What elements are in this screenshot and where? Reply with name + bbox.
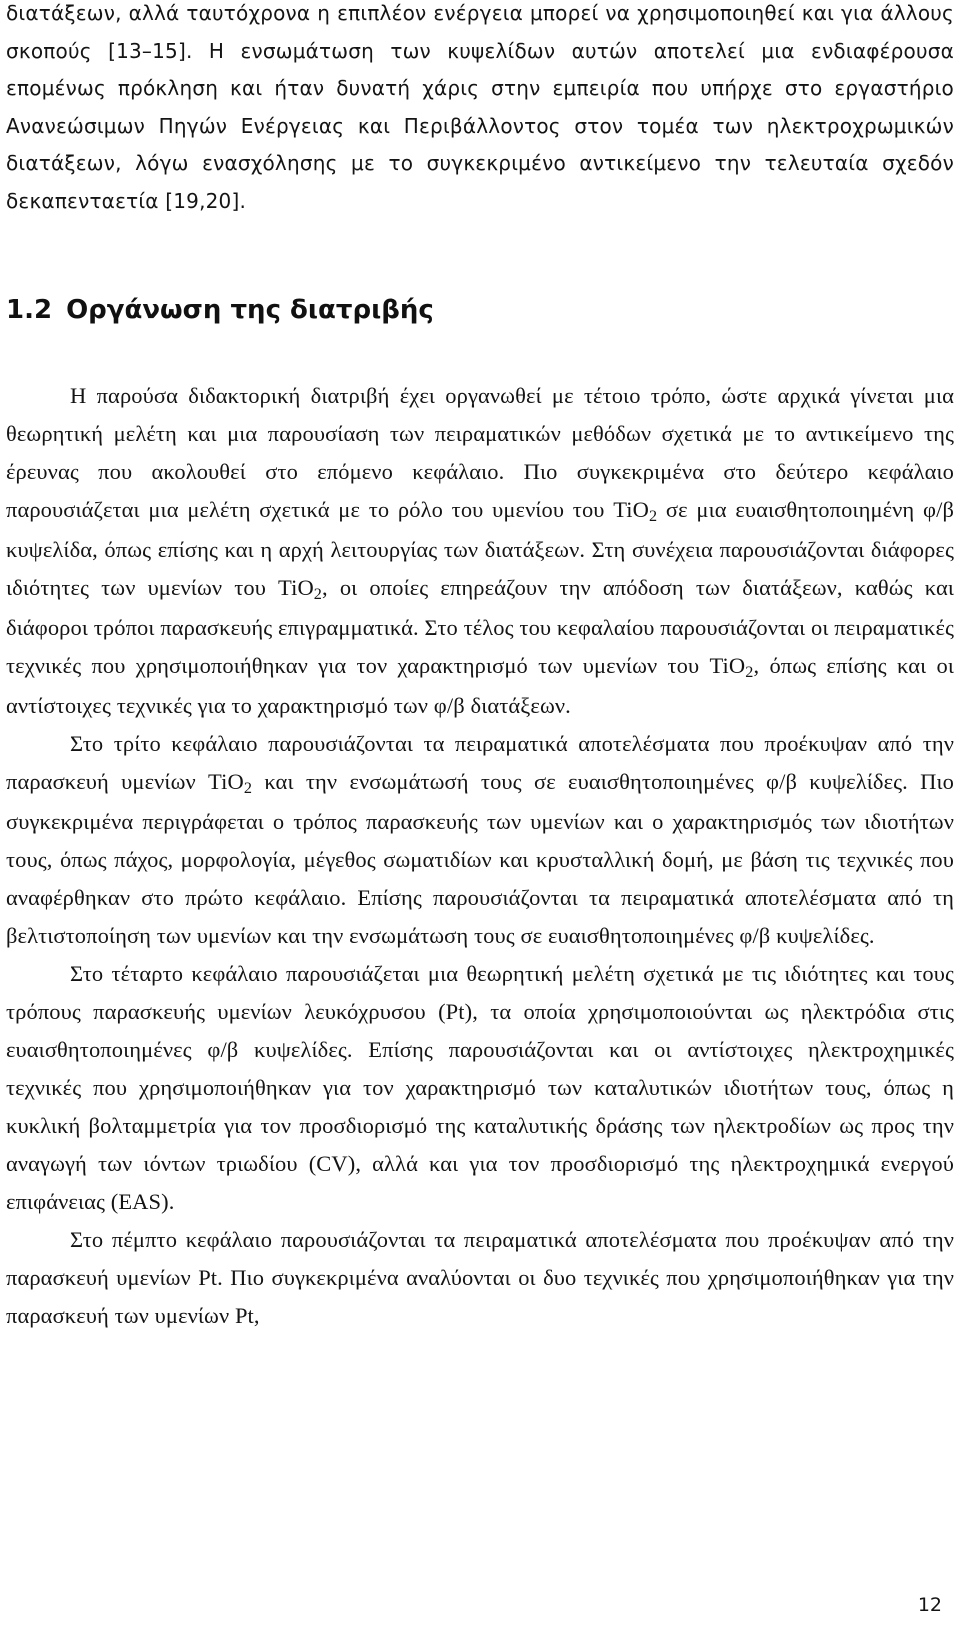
paragraph-text: Η παρούσα διδακτορική διατριβή έχει οργανωθεί με τέτοιο τρόπο, ώστε αρχικά γίνεται μια θεωρητική μελέτη και μια παρουσίαση των πειραματικών μεθόδων σχετικά με το αντικείμενο της έρευνας που ακολουθεί στο επόμενο κεφάλαιο. Πιο συγκεκριμένα στο δεύτερο κεφάλαιο παρουσιάζεται μια μελέτη σχετικά με το ρόλο του υμενίου του TiO xyxy=(6,383,954,522)
section-number: 1.2 xyxy=(6,295,53,325)
paragraph-text: και την ενσωμάτωσή τους σε ευαισθητοποιημένες φ/β κυψελίδες. Πιο συγκεκριμένα περιγράφεται ο τρόπος παρασκευής των υμενίων και ο χαρακτηρισμός των ιδιοτήτων τους, όπως πάχος, μορφολογία, μέγεθος σωματιδίων και κρυσταλλική δομή, με βάση τις τεχνικές που αναφέρθηκαν στο πρώτο κεφάλαιο. Επίσης παρουσιάζονται τα πειραματικά αποτελέσματα από τη βελτιστοποίηση των υμενίων και την ενσωμάτωση τους σε ευαισθητοποιημένες φ/β κυψελίδες. xyxy=(6,769,955,948)
section-body xyxy=(6,377,954,1335)
page-number: 12 xyxy=(917,1594,942,1616)
intro-paragraph: διατάξεων, αλλά ταυτόχρονα η επιπλέον ενέργεια μπορεί να χρησιμοποιηθεί και για άλλους σκοπούς [13–15]. Η ενσωμάτωση των κυψελίδων αυτών αποτελεί μια ενδιαφέρουσα επομένως πρόκληση και ήταν δυνατή χάρις στην εμπειρία που υπήρχε στο εργαστήριο Ανανεώσιμων Πηγών Ενέργειας και Περιβάλλοντος στον τομέα των ηλεκτροχρωμικών διατάξεων, λόγω ενασχόλησης με το συγκεκριμένο αντικείμενο την τελευταία σχεδόν δεκαπενταετία [19,20]. xyxy=(6,1,954,213)
subscript: 2 xyxy=(649,507,658,526)
paragraph-chapter-three xyxy=(6,725,954,955)
intro-text-block xyxy=(6,0,954,220)
paragraph-text: , οι οποίες επηρεάζουν την απόδοση των διατάξεων, καθώς και διάφοροι τρόποι παρασκευής επιγραμματικά. Στο τέλος του κεφαλαίου παρουσιάζονται οι πειραματικές τεχνικές που χρησιμοποιήθηκαν για τον χαρακτηρισμό των υμενίων του TiO xyxy=(6,575,954,678)
subscript: 2 xyxy=(313,585,322,604)
paragraph-chapter-four: Στο τέταρτο κεφάλαιο παρουσιάζεται μια θεωρητική μελέτη σχετικά με τις ιδιότητες και τους τρόπους παρασκευής υμενίων λευκόχρυσου (Pt), τα οποία χρησιμοποιούνται ως ηλεκτρόδια στις ευαισθητοποιημένες φ/β κυψελίδες. Επίσης παρουσιάζονται και οι αντίστοιχες ηλεκτροχημικές τεχνικές που χρησιμοποιήθηκαν για τον χαρακτηρισμό των καταλυτικών ιδιοτήτων τους, όπως η κυκλική βολταμμετρία για τον προσδιορισμό της καταλυτικής δράσης των ηλεκτροδίων ως προς την αναγωγή των ιόντων τριωδίου (CV), αλλά και για τον προσδιορισμό της ηλεκτροχημικά ενεργού επιφάνειας (EAS). xyxy=(6,961,954,1214)
paragraph-chapter-two xyxy=(6,377,954,725)
subscript: 2 xyxy=(745,663,754,682)
paragraph-text: Στο τρίτο κεφάλαιο παρουσιάζονται τα πειραματικά αποτελέσματα που προέκυψαν από την παρασκευή υμενίων TiO xyxy=(6,731,954,794)
section-title: Οργάνωση της διατριβής xyxy=(66,295,434,325)
paragraph-text: σε μια ευαισθητοποιημένη φ/β κυψελίδα, όπως επίσης και η αρχή λειτουργίας των διατάξεων. Στη συνέχεια παρουσιάζονται διάφορες ιδιότητες των υμενίων του TiO xyxy=(6,497,954,600)
paragraph-chapter-five: Στο πέμπτο κεφάλαιο παρουσιάζονται τα πειραματικά αποτελέσματα που προέκυψαν από την παρασκευή υμενίων Pt. Πιο συγκεκριμένα αναλύονται οι δυο τεχνικές που χρησιμοποιήθηκαν για την παρασκευή των υμενίων Pt, xyxy=(6,1227,954,1328)
paragraph-text: , όπως επίσης και οι αντίστοιχες τεχνικές για το χαρακτηρισμό των φ/β διατάξεων. xyxy=(6,653,954,718)
section-heading xyxy=(6,290,434,330)
subscript: 2 xyxy=(243,779,253,798)
